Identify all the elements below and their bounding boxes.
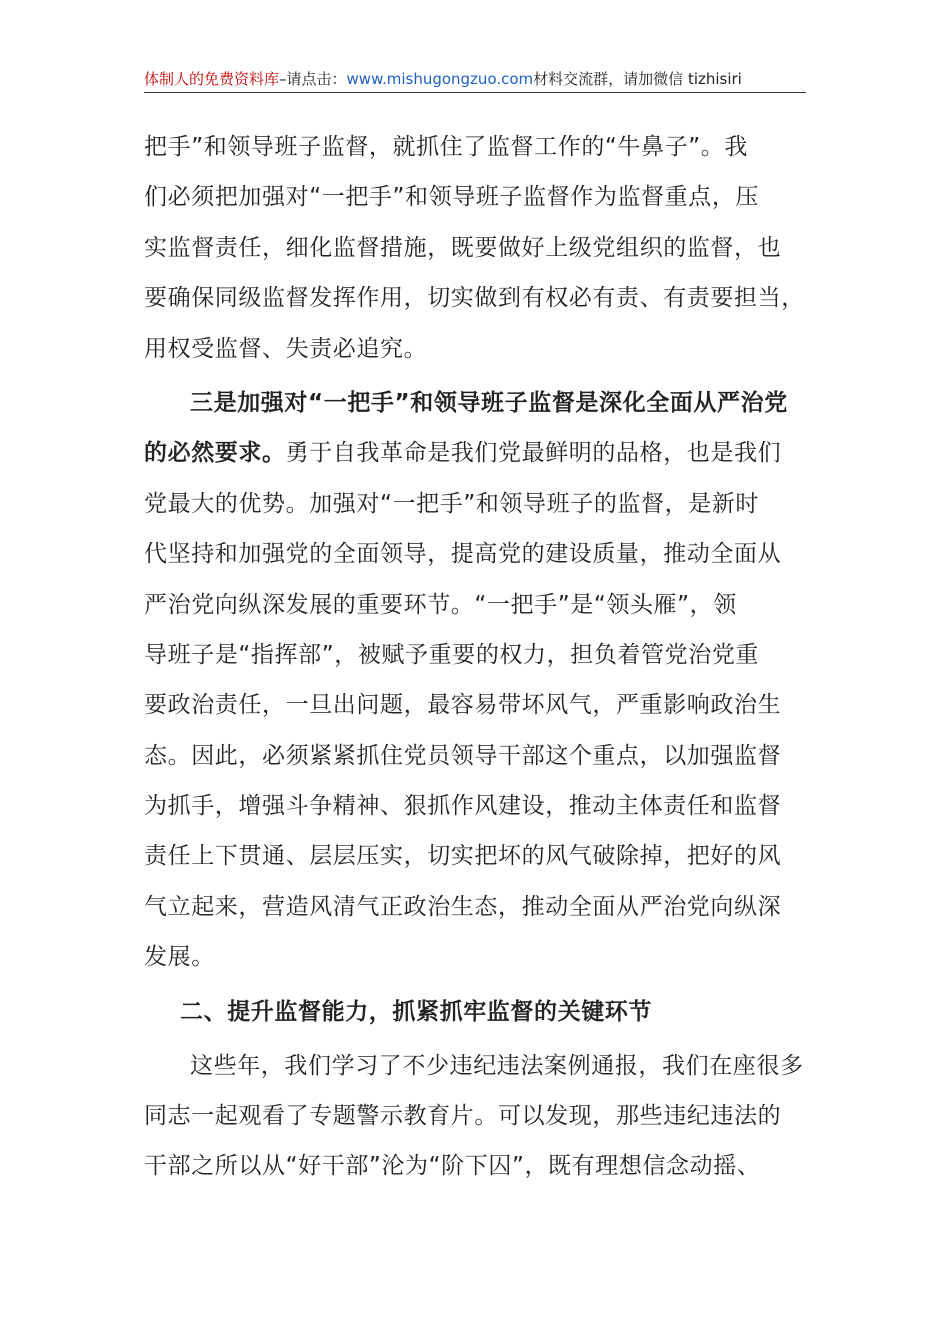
text-line: 严治党向纵深发展的重要环节。“一把手”是“领头雁”，领 — [144, 591, 737, 618]
text-line: 们必须把加强对“一把手”和领导班子监督作为监督重点，压 — [144, 184, 760, 211]
text-line: 把手”和领导班子监督，就抓住了监督工作的“牛鼻子”。我 — [144, 134, 748, 160]
header-link[interactable]: www.mishugongzuo.com — [346, 70, 534, 88]
text-line: 党最大的优势。加强对“一把手”和领导班子的监督，是新时 — [144, 490, 760, 517]
text-line: 代坚持和加强党的全面领导，提高党的建设质量，推动全面从 — [144, 541, 782, 568]
header-prompt: –请点击： — [279, 70, 347, 88]
text-line: 为抓手，增强斗争精神、狠抓作风建设，推动主体责任和监督 — [144, 793, 782, 820]
text-line: 要确保同级监督发挥作用，切实做到有权必有责、有责要担当， — [144, 285, 805, 312]
header-note: 材料交流群，请加微信 tizhisiri — [533, 70, 742, 88]
section-heading: 二、提升监督能力，抓紧抓牢监督的关键环节 — [180, 998, 652, 1025]
text-line-mixed — [144, 428, 824, 478]
text-line: 用权受监督、失责必追究。 — [144, 335, 428, 362]
text-line: 干部之所以从“好干部”沦为“阶下囚”，既有理想信念动摇、 — [144, 1153, 761, 1180]
text-line: 实监督责任，细化监督措施，既要做好上级党组织的监督，也 — [144, 234, 782, 261]
text-line: 气立起来，营造风清气正政治生态，推动全面从严治党向纵深 — [144, 893, 782, 920]
text-line: 发展。 — [144, 944, 215, 971]
section-lead-bold-end: 的必然要求。 — [144, 440, 286, 467]
text-line: 要政治责任，一旦出问题，最容易带坏风气，严重影响政治生 — [144, 692, 782, 719]
section-lead-bold: 三是加强对“一把手”和领导班子监督是深化全面从严治党 — [190, 389, 788, 416]
text-line: 同志一起观看了专题警示教育片。可以发现，那些违纪违法的 — [144, 1103, 782, 1130]
page-header — [144, 66, 806, 93]
text-line: 这些年，我们学习了不少违纪违法案例通报，我们在座很多 — [190, 1052, 804, 1079]
document-body — [144, 122, 824, 1192]
text-line: 态。因此，必须紧紧抓住党员领导干部这个重点，以加强监督 — [144, 742, 782, 769]
text-line: 导班子是“指挥部”，被赋予重要的权力，担负着管党治党重 — [144, 641, 760, 668]
text-span: 勇于自我革命是我们党最鲜明的品格，也是我们 — [285, 440, 782, 467]
header-brand: 体制人的免费资料库 — [144, 70, 280, 88]
text-line: 责任上下贯通、层层压实，切实把坏的风气破除掉，把好的风 — [144, 843, 782, 870]
